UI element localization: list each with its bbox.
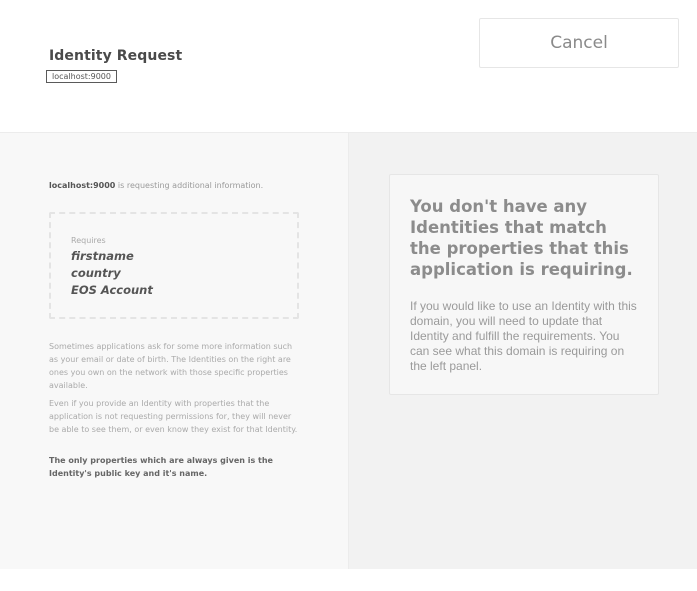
requires-box <box>49 212 299 319</box>
identities-panel <box>349 133 697 570</box>
footer <box>0 569 697 591</box>
no-identities-title: You don't have any Identities that match the properties that this application is requiring. <box>410 197 633 279</box>
requires-label: Requires <box>71 236 106 245</box>
info-note-emphasis: The only properties which are always given is the Identity's public key and it's name. <box>49 456 273 478</box>
no-identities-card <box>389 174 659 395</box>
requirement-item: firstname <box>71 249 134 263</box>
no-identities-body: If you would like to use an Identity with this domain, you will need to update that Identity and fulfill the requirements. You can see what this domain is requiring on the left panel. <box>410 299 637 373</box>
content-area <box>0 132 697 569</box>
header <box>0 0 697 132</box>
requirement-item: country <box>71 266 121 280</box>
requirements-list <box>71 248 153 299</box>
info-note: Sometimes applications ask for some more information such as your email or date of birth. The Identities on the right are ones you own on the network with those specific properties available. <box>49 342 293 390</box>
requesting-text <box>49 181 263 190</box>
requirements-panel <box>0 133 349 570</box>
origin-badge: localhost:9000 <box>46 70 117 83</box>
requesting-message: is requesting additional information. <box>115 181 264 190</box>
requesting-origin: localhost:9000 <box>49 181 116 190</box>
requirement-item: EOS Account <box>71 283 153 297</box>
info-note: Even if you provide an Identity with properties that the application is not requesting permissions for, they will never be able to see them, or even know they exist for that Identity. <box>49 399 298 434</box>
cancel-button[interactable]: Cancel <box>479 18 679 68</box>
page-title: Identity Request <box>49 48 183 64</box>
